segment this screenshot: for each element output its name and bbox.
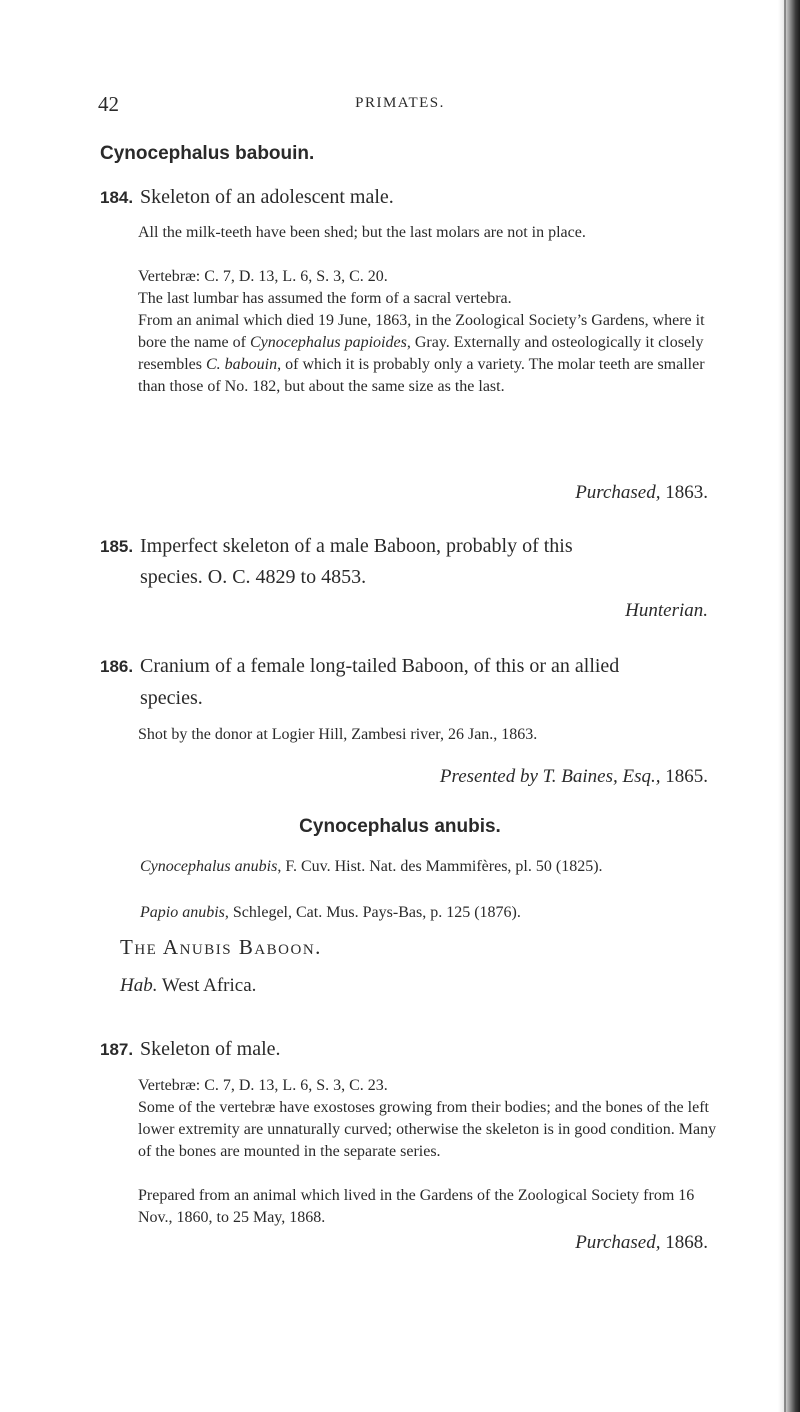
habitat: Hab. West Africa. <box>120 975 257 996</box>
entry-184-note-lumbar: The last lumbar has assumed the form of a sacral vertebra. <box>138 290 512 307</box>
entry-title: Skeleton of male. <box>140 1038 281 1060</box>
entry-187-note-origin: Prepared from an animal which lived in the Gardens of the Zoological Society from 16 Nov., 1860, to 25 May, 1868. <box>138 1187 695 1226</box>
entry-187-title-line <box>100 1034 281 1065</box>
entry-title: Skeleton of an adolescent male. <box>140 186 394 208</box>
entry-185-source: Hunterian. <box>625 600 708 621</box>
taxon-italic: Cynocephalus papioides <box>249 334 407 351</box>
entry-title: Cranium of a female long-tailed Baboon, of this or an allied <box>140 655 620 677</box>
entry-187-note-exostoses: Some of the vertebræ have exostoses growing from their bodies; and the bones of the left lower extremity are unnaturally curved; otherwise the skeleton is in good condition. Many of the bones are mounted in the separate series. <box>138 1099 717 1160</box>
entry-number: 187. <box>100 1040 134 1059</box>
common-name: The Anubis Baboon. <box>120 935 322 959</box>
entry-number: 186. <box>100 657 134 676</box>
entry-186-source: Presented by T. Baines, Esq., 1865. <box>439 766 708 787</box>
entry-184-note-vertebrae: Vertebræ: C. 7, D. 13, L. 6, S. 3, C. 20. <box>138 268 388 285</box>
page-number: 42 <box>98 92 119 116</box>
entry-184-title-line <box>100 182 394 213</box>
page-edge-shadow <box>778 0 800 1412</box>
entry-title: Imperfect skeleton of a male Baboon, probably of this <box>140 535 573 557</box>
species-heading-anubis: Cynocephalus anubis. <box>299 816 501 837</box>
taxon-italic: C. babouin <box>205 356 278 373</box>
synonym-schlegel: Papio anubis, Schlegel, Cat. Mus. Pays-Bas, p. 125 (1876). <box>140 904 521 921</box>
entry-185-title-line <box>100 531 573 562</box>
running-title: PRIMATES. <box>355 95 445 111</box>
entry-184-note-origin: From an animal which died 19 June, 1863, in the Zoological Society’s Gardens, where it bore the name of Cynocephalus papioides, Gray. Externally and osteologically it closely resembles C. babouin, of which it is probably only a variety. The molar teeth are smaller than those of No. 182, but about the same size as the last. <box>138 312 705 395</box>
entry-187-source: Purchased, 1868. <box>575 1232 708 1253</box>
species-heading-babouin: Cynocephalus babouin. <box>100 143 315 164</box>
entry-187-note-vertebrae: Vertebræ: C. 7, D. 13, L. 6, S. 3, C. 23. <box>138 1077 388 1094</box>
entry-number: 185. <box>100 537 134 556</box>
entry-186-title-line <box>100 651 619 682</box>
entry-184-note-milk-teeth: All the milk-teeth have been shed; but the last molars are not in place. <box>138 224 586 241</box>
entry-184-source: Purchased, 1863. <box>575 482 708 503</box>
page-edge-line <box>784 0 786 1412</box>
entry-186-title-line-2: species. <box>140 687 203 709</box>
entry-186-note: Shot by the donor at Logier Hill, Zambesi river, 26 Jan., 1863. <box>138 726 538 743</box>
entry-number: 184. <box>100 188 134 207</box>
synonym-cuvier: Cynocephalus anubis, F. Cuv. Hist. Nat. des Mammifères, pl. 50 (1825). <box>140 858 603 875</box>
entry-185-title-line-2: species. O. C. 4829 to 4853. <box>140 566 367 588</box>
